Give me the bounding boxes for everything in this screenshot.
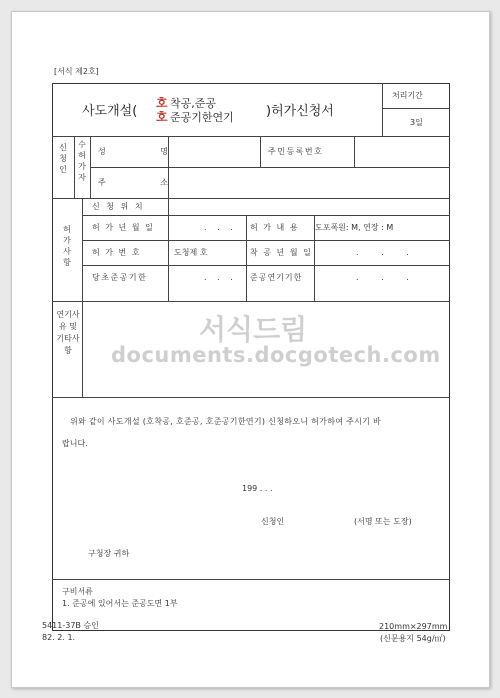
statement-sign: (서명 또는 도장) <box>354 517 412 526</box>
location-label: 신 청 위 치 <box>92 202 145 211</box>
address-label: 주 소 <box>98 178 194 187</box>
watermark-title: 서식드림 <box>199 313 308 346</box>
form-code: [서식 제2호] <box>54 67 99 76</box>
id-label: 주민등록번호 <box>268 147 324 156</box>
footer-date: 82. 2. 1. <box>42 633 76 642</box>
start-date-label: 착 공 년 월 일 <box>250 248 313 257</box>
form-paper <box>11 11 490 688</box>
statement-line1: 위와 같이 사도개설 (호착공, 호준공, 호준공기한연기) 신청하오니 허가하여 주시기 바 <box>70 417 382 426</box>
original-deadline-label: 당초준공기한 <box>92 273 148 282</box>
applicant-label: 신청인 <box>59 143 67 174</box>
footer-approval: 5411-37B 승인 <box>42 621 99 630</box>
statement-applicant: 신청인 <box>261 517 285 526</box>
form-title: 사도개설( 호 착공,준공 호 준공기한연기 )허가신청서 <box>82 96 334 124</box>
permit-date-value: . . . <box>204 223 237 232</box>
footer-size: 210mm×297mm <box>379 622 448 631</box>
watermark-url: documents.docgotech.com <box>111 343 441 367</box>
permit-content-label: 허 가 내 용 <box>250 223 300 232</box>
permit-content-value: 도포폭원: M, 연장 : M <box>315 223 394 232</box>
extended-deadline-value: . . . <box>356 273 419 282</box>
start-date-value: . . . <box>356 248 419 257</box>
permit-label: 허가사항 <box>63 225 71 267</box>
attachments-item1: 1. 준공에 있어서는 준공도면 1부 <box>62 599 178 608</box>
permit-number-label: 허 가 번 호 <box>92 248 142 257</box>
recipient: 구청장 귀하 <box>88 549 130 558</box>
statement-line2: 랍니다. <box>62 439 88 448</box>
footer-paper: (신문용지 54g/㎡) <box>380 634 446 643</box>
name-label: 성 명 <box>98 147 194 156</box>
reason-label: 연기사유 및 기타사항 <box>56 310 80 355</box>
permit-number-value: 도청제 호 <box>174 248 208 257</box>
original-deadline-value: . . . <box>204 273 237 282</box>
statement-date: 199 . . . <box>242 484 273 493</box>
processing-label: 처리기간 <box>392 91 423 100</box>
licensee-label: 수허가자 <box>78 140 86 182</box>
extended-deadline-label: 준공연기기한 <box>250 273 303 282</box>
attachments-title: 구비서류 <box>62 587 93 596</box>
permit-date-label: 허 가 년 월 일 <box>92 223 155 232</box>
processing-value: 3일 <box>410 118 423 127</box>
